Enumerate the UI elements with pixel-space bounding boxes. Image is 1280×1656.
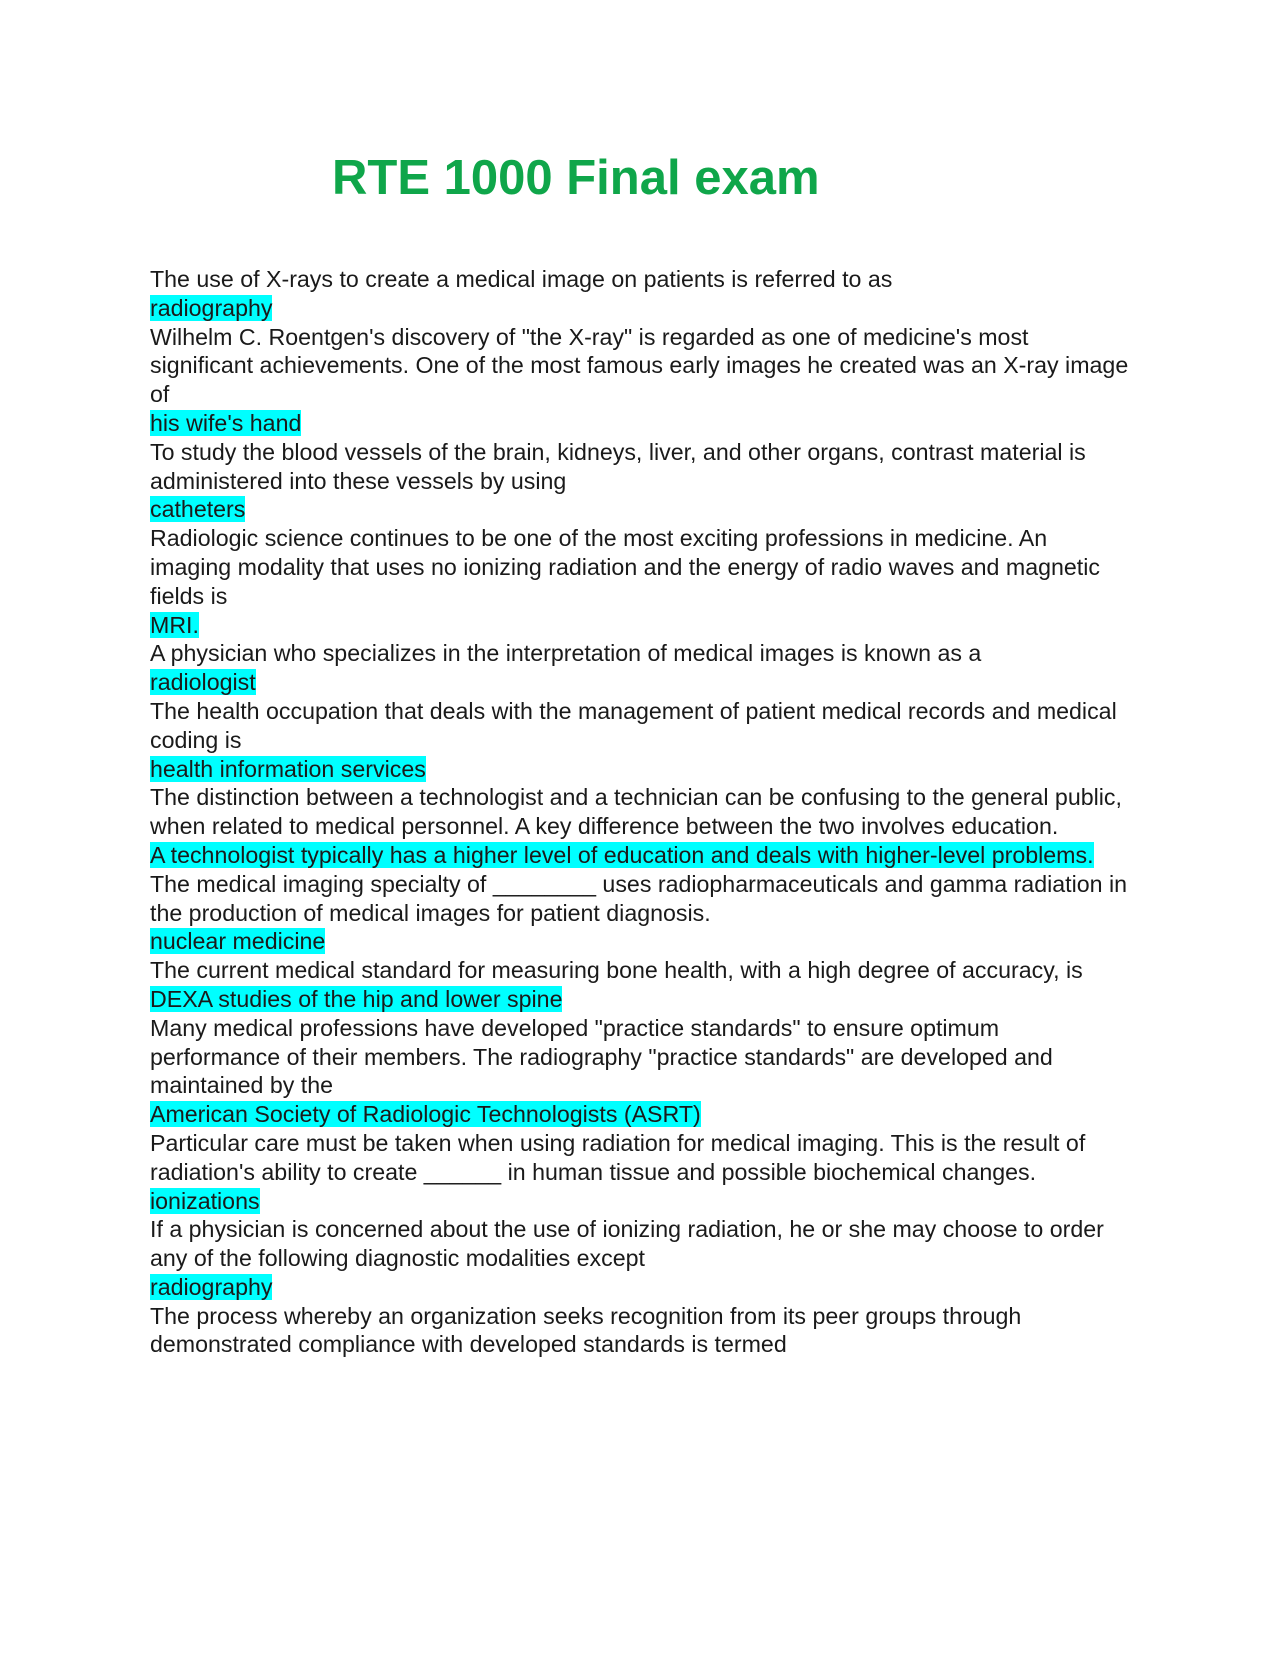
question-text: Wilhelm C. Roentgen's discovery of "the X-ray" is regarded as one of medicine's most significant achievements. One of the most famous early images he created was an X-ray image of [150, 323, 1129, 408]
question-text: Particular care must be taken when using radiation for medical imaging. This is the result of radiation's ability to create ______ in human tissue and possible biochemical changes. [150, 1129, 1086, 1185]
question-text: If a physician is concerned about the use of ionizing radiation, he or she may choose to order any of the following diagnostic modalities except [150, 1216, 1104, 1272]
answer-text: MRI. [150, 611, 199, 638]
answer-highlight [150, 841, 1130, 870]
question-text: To study the blood vessels of the brain, kidneys, liver, and other organs, contrast material is administered into these vessels by using [150, 438, 1086, 494]
question-text: A physician who specializes in the interpretation of medical images is known as a [150, 640, 982, 667]
answer-text: nuclear medicine [150, 928, 326, 955]
answer-highlight [150, 1273, 1130, 1302]
document-title: RTE 1000 Final exam [332, 151, 820, 205]
answer-highlight [150, 495, 1130, 524]
question-text: The current medical standard for measuring bone health, with a high degree of accuracy, is [150, 957, 1083, 984]
answer-highlight [150, 409, 1130, 438]
answer-highlight [150, 927, 1130, 956]
answer-text: his wife's hand [150, 409, 302, 436]
question-text: The use of X-rays to create a medical image on patients is referred to as [150, 266, 893, 292]
answer-text: DEXA studies of the hip and lower spine [150, 985, 563, 1012]
answer-text: radiologist [150, 669, 256, 696]
answer-highlight [150, 294, 1130, 323]
answer-highlight [150, 985, 1130, 1014]
question-text: The distinction between a technologist and a technician can be confusing to the general public, when related to medical personnel. A key difference between the two involves education. [150, 784, 1122, 840]
answer-text: catheters [150, 496, 246, 523]
question-text: The medical imaging specialty of ________ uses radiopharmaceuticals and gamma radiation in the production of medical images for patient diagnosis. [150, 870, 1128, 926]
answer-highlight [150, 1100, 1130, 1129]
answer-text: radiography [150, 1273, 273, 1300]
answer-highlight [150, 1187, 1130, 1216]
question-text: The health occupation that deals with the management of patient medical records and medical coding is [150, 697, 1117, 753]
answer-text: American Society of Radiologic Technologists (ASRT) [150, 1101, 701, 1128]
question-text: The process whereby an organization seeks recognition from its peer groups through demonstrated compliance with developed standards is termed [150, 1302, 1022, 1358]
qa-list [150, 265, 1130, 1359]
answer-text: A technologist typically has a higher level of education and deals with higher-level problems. [150, 841, 1094, 868]
answer-highlight [150, 668, 1130, 697]
answer-highlight [150, 611, 1130, 640]
question-text: Many medical professions have developed "practice standards" to ensure optimum performance of their members. The radiography "practice standards" are developed and maintained by the [150, 1014, 1053, 1099]
answer-highlight [150, 755, 1130, 784]
question-text: Radiologic science continues to be one of the most exciting professions in medicine. An imaging modality that uses no ionizing radiation and the energy of radio waves and magnetic fields is [150, 525, 1100, 609]
answer-text: radiography [150, 294, 273, 321]
answer-text: health information services [150, 755, 426, 782]
answer-text: ionizations [150, 1187, 260, 1214]
